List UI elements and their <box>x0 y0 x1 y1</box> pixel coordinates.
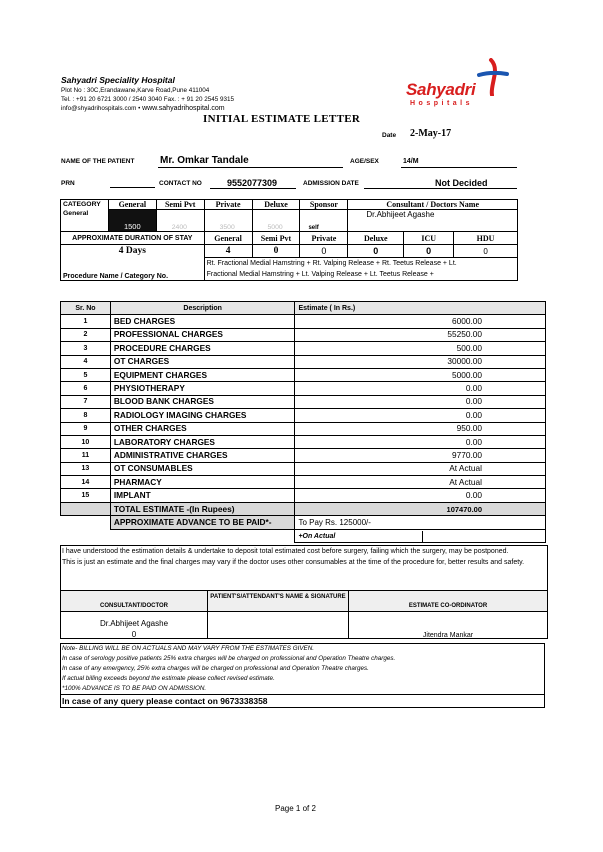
note-line: In case of any emergency, 25% extra charges will be charged on professional and Operation Theatre charges. <box>62 665 369 672</box>
charge-srno: 13 <box>61 462 111 475</box>
date-value: 2-May-17 <box>410 128 452 139</box>
declaration-text-1: I have understood the estimation details & undertake to deposit total estimated cost before surgery, failing which the surgery, may be postponed. <box>62 548 509 555</box>
sponsor-value: self <box>300 210 348 232</box>
charge-srno: 5 <box>61 368 111 381</box>
charges-header-estimate: Estimate ( In Rs.) <box>295 302 546 315</box>
dur-col-general: General <box>204 232 252 245</box>
advance-label: APPROXIMATE ADVANCE TO BE PAID*- <box>110 516 295 529</box>
hospital-name: Sahyadri Speciality Hospital <box>61 75 175 85</box>
charge-description: OT CONSUMABLES <box>110 462 295 475</box>
charge-description: OTHER CHARGES <box>110 422 295 435</box>
private-rate: 3500 <box>204 210 252 232</box>
charge-amount: At Actual <box>295 462 546 475</box>
charge-row <box>61 435 546 448</box>
dur-hdu: 0 <box>454 245 518 258</box>
procedure-name <box>204 258 517 281</box>
charge-amount: At Actual <box>295 476 546 489</box>
col-private: Private <box>204 200 252 210</box>
charge-amount: 0.00 <box>295 382 546 395</box>
charge-row <box>61 342 546 355</box>
charge-amount: 0.00 <box>295 409 546 422</box>
charge-amount: 500.00 <box>295 342 546 355</box>
sig-doctor-name: Dr.Abhijeet Agashe <box>99 619 169 628</box>
contact-label: CONTACT NO <box>159 180 202 187</box>
charges-header-description: Description <box>110 302 295 315</box>
col-semi-pvt: Semi Pvt <box>156 200 204 210</box>
contact-value: 9552077309 <box>227 178 278 188</box>
prn-label: PRN <box>61 180 75 187</box>
charge-amount: 0.00 <box>295 395 546 408</box>
charge-row <box>61 422 546 435</box>
duration-days: 4 Days <box>61 245 205 258</box>
dur-col-deluxe: Deluxe <box>348 232 404 245</box>
semi-pvt-rate: 2400 <box>156 210 204 232</box>
col-sponsor: Sponsor <box>300 200 348 210</box>
charge-srno: 11 <box>61 449 111 462</box>
charge-row <box>61 315 546 328</box>
charges-header-srno: Sr. No <box>61 302 111 315</box>
sig-header-coordinator: ESTIMATE CO-ORDINATOR <box>408 603 488 609</box>
charge-srno: 2 <box>61 328 111 341</box>
age-label: AGE/SEX <box>350 158 379 165</box>
category-row-label: General <box>61 210 109 232</box>
charge-srno: 4 <box>61 355 111 368</box>
patient-signature-area <box>208 612 349 639</box>
charge-description: PROFESSIONAL CHARGES <box>110 328 295 341</box>
dur-col-semi-pvt: Semi Pvt <box>252 232 300 245</box>
charges-table <box>60 301 546 543</box>
category-label: CATEGORY <box>61 200 109 210</box>
page-number: Page 1 of 2 <box>275 804 316 813</box>
deluxe-rate: 5000 <box>252 210 300 232</box>
patient-name: Mr. Omkar Tandale <box>160 155 249 166</box>
logo-text: Sahyadri <box>406 80 476 99</box>
charge-description: BED CHARGES <box>110 315 295 328</box>
col-deluxe: Deluxe <box>252 200 300 210</box>
dur-private: 0 <box>300 245 348 258</box>
charge-amount: 9770.00 <box>295 449 546 462</box>
col-general: General <box>108 200 156 210</box>
sig-header-patient: PATIENT'S/ATTENDANT'S NAME & SIGNATURE <box>208 591 349 611</box>
on-actual-note: +On Actual <box>295 531 423 542</box>
advance-amount: To Pay Rs. 125000/- <box>298 517 371 527</box>
hospital-logo <box>400 58 520 114</box>
charge-amount: 6000.00 <box>295 315 546 328</box>
note-line: If actual billing exceeds beyond the estimate please collect revised estimate. <box>62 675 275 682</box>
general-rate: 1500 <box>108 210 156 232</box>
charge-description: LABORATORY CHARGES <box>110 435 295 448</box>
charge-srno: 9 <box>61 422 111 435</box>
sig-coordinator-name: Jitendra Mankar <box>422 632 474 639</box>
dur-col-private: Private <box>300 232 348 245</box>
query-contact: In case of any query please contact on 9673338358 <box>60 695 545 708</box>
charge-description: IMPLANT <box>110 489 295 502</box>
charge-amount: 55250.00 <box>295 328 546 341</box>
dur-col-hdu: HDU <box>454 232 518 245</box>
doctor-name: Dr.Abhijeet Agashe <box>348 210 518 232</box>
charge-description: BLOOD BANK CHARGES <box>110 395 295 408</box>
charge-amount: 0.00 <box>295 489 546 502</box>
charge-row <box>61 382 546 395</box>
charge-srno: 15 <box>61 489 111 502</box>
procedure-line-2: Fractional Medial Hamstring + Lt. Valping Release + Lt. Teetus Release + <box>206 271 434 278</box>
charge-srno: 8 <box>61 409 111 422</box>
dur-general: 4 <box>204 245 252 258</box>
cross-icon <box>476 58 510 96</box>
charge-amount: 30000.00 <box>295 355 546 368</box>
sig-doctor-sub: 0 <box>131 630 137 639</box>
charge-description: RADIOLOGY IMAGING CHARGES <box>110 409 295 422</box>
duration-label: APPROXIMATE DURATION OF STAY <box>61 232 205 245</box>
dur-icu: 0 <box>404 245 454 258</box>
advance-value <box>295 516 546 529</box>
charge-amount: 950.00 <box>295 422 546 435</box>
total-estimate-value: 107470.00 <box>295 502 546 515</box>
hospital-email[interactable]: info@shyadrihospitals.com <box>61 105 137 112</box>
charge-row <box>61 476 546 489</box>
letter-title: INITIAL ESTIMATE LETTER <box>203 113 361 125</box>
dur-semi-pvt: 0 <box>252 245 300 258</box>
note-line: Note- BILLING WILL BE ON ACTUALS AND MAY VARY FROM THE ESTIMATES GIVEN. <box>62 645 315 652</box>
charge-description: PROCEDURE CHARGES <box>110 342 295 355</box>
date-label: Date <box>382 132 397 139</box>
col-consultant: Consultant / Doctors Name <box>348 200 518 210</box>
hospital-address: Plot No : 30C,Erandawane,Karve Road,Pune 411004 <box>61 87 210 94</box>
charge-srno: 7 <box>61 395 111 408</box>
charge-description: PHARMACY <box>110 476 295 489</box>
dur-col-icu: ICU <box>404 232 454 245</box>
admission-value: Not Decided <box>435 178 488 188</box>
charge-row <box>61 395 546 408</box>
charge-srno: 6 <box>61 382 111 395</box>
admission-label: ADMISSION DATE <box>303 180 359 187</box>
charge-row <box>61 328 546 341</box>
charge-row <box>61 355 546 368</box>
total-estimate-label: TOTAL ESTIMATE -(In Rupees) <box>110 502 295 515</box>
declaration-text-2: This is just an estimate and the final charges may vary if the doctor uses other consumables at the time of the procedure for, better results and safety. <box>62 559 525 566</box>
logo-subtitle: Hospitals <box>410 100 474 107</box>
charge-srno: 14 <box>61 476 111 489</box>
charge-row <box>61 368 546 381</box>
procedure-line-1: Rt. Fractional Medial Hamstring + Rt. Valping Release + Rt. Teetus Release + Lt. <box>206 260 457 267</box>
charge-row <box>61 462 546 475</box>
hospital-web[interactable]: www.sahyadrihospital.com <box>142 105 225 112</box>
charge-description: OT CHARGES <box>110 355 295 368</box>
hospital-contact-line: info@shyadrihospitals.com • www.sahyadrihospital.com <box>61 105 225 112</box>
note-line: In case of serology positive patients 25% extra charges will be charged on professional and Operation Theatre charges. <box>62 655 396 662</box>
charge-description: ADMINISTRATIVE CHARGES <box>110 449 295 462</box>
charge-description: EQUIPMENT CHARGES <box>110 368 295 381</box>
charge-srno: 10 <box>61 435 111 448</box>
hospital-phone: Tel. : +91 20 6721 3000 / 2540 3040 Fax. : + 91 20 2545 9315 <box>61 96 234 103</box>
patient-name-label: NAME OF THE PATIENT <box>61 158 135 165</box>
on-actual-cell <box>295 529 546 542</box>
charge-row <box>61 489 546 502</box>
charge-srno: 3 <box>61 342 111 355</box>
charge-srno: 1 <box>61 315 111 328</box>
procedure-label: Procedure Name / Category No. <box>61 258 205 281</box>
charge-amount: 5000.00 <box>295 368 546 381</box>
sig-header-consultant: CONSULTANT/DOCTOR <box>61 591 208 611</box>
room-category-table <box>60 199 518 281</box>
note-line: *100% ADVANCE IS TO BE PAID ON ADMISSION. <box>62 685 207 692</box>
charge-amount: 0.00 <box>295 435 546 448</box>
age-value: 14/M <box>403 158 419 165</box>
notes-box <box>60 643 545 695</box>
declaration-box <box>60 545 548 639</box>
charge-description: PHYSIOTHERAPY <box>110 382 295 395</box>
charge-row <box>61 409 546 422</box>
charge-row <box>61 449 546 462</box>
dur-deluxe: 0 <box>348 245 404 258</box>
